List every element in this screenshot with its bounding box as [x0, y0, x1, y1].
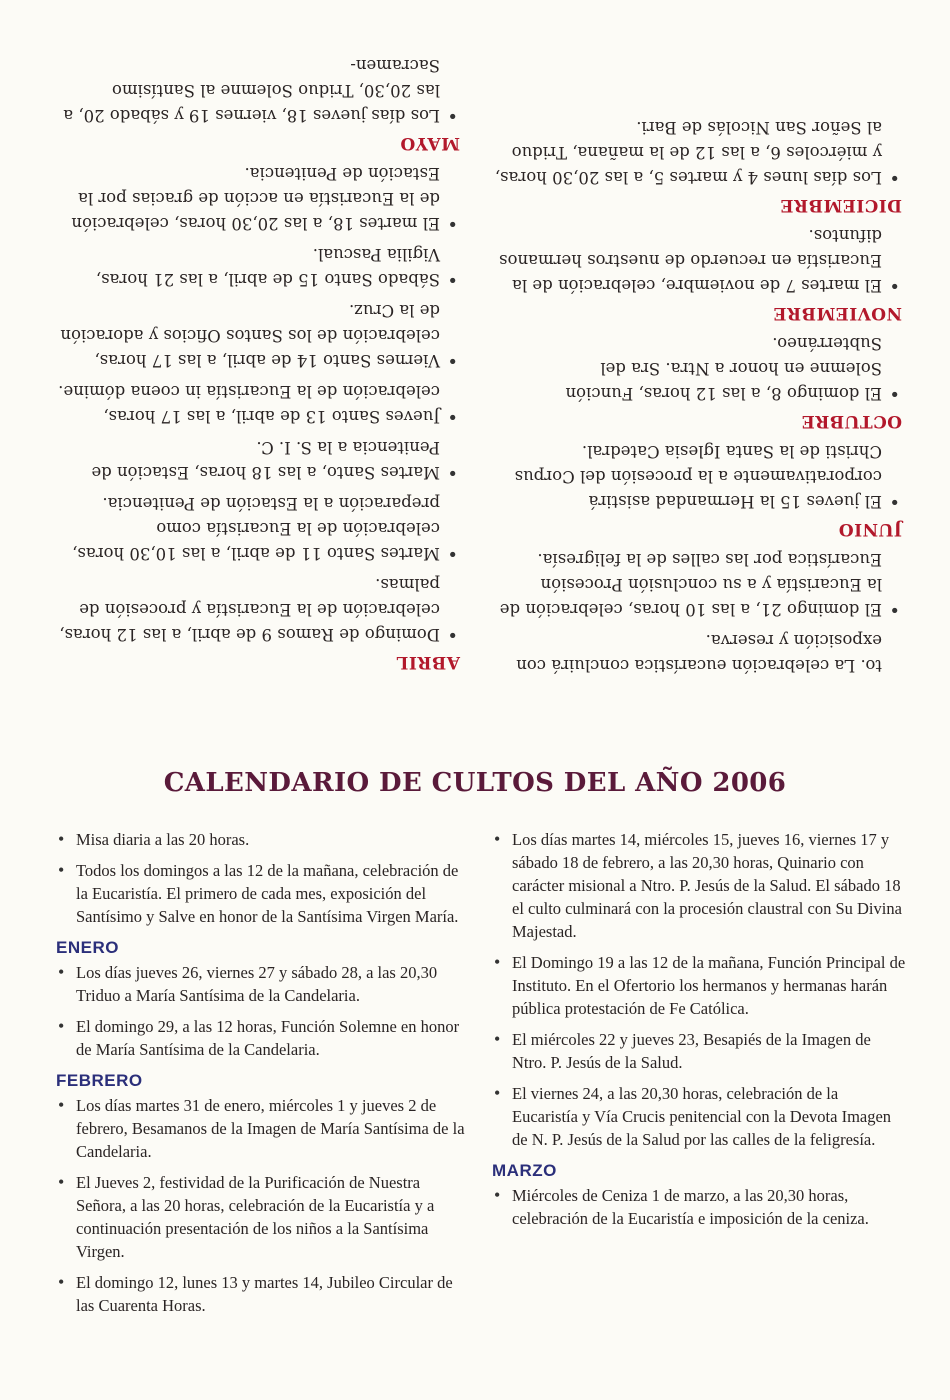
lower-right-column: [492, 828, 906, 1238]
upside-down-section: [0, 0, 950, 690]
month-heading-abril: ABRIL: [395, 652, 460, 672]
lower-left-column: [56, 828, 470, 1325]
continuation-text: to. La celebración eucarística concluirá con exposición y reserva.: [516, 631, 882, 675]
list-item: • Viernes Santo 14 de abril, a las 17 horas, celebración de los Santos Oficios y adoración de la Cruz.: [50, 298, 460, 373]
list-item: • El domingo 12, lunes 13 y martes 14, Jubileo Circular de las Cuarenta Horas.: [56, 1271, 470, 1317]
month-heading-octubre: OCTUBRE: [801, 411, 902, 431]
febrero-list: [56, 1094, 470, 1317]
octubre-list: [492, 331, 902, 406]
month-heading-diciembre: DICIEMBRE: [780, 195, 902, 215]
list-item: • El domingo 29, a las 12 horas, Función Solemne en honor de María Santísima de la Candelaria.: [56, 1015, 470, 1061]
list-item: • Miércoles de Ceniza 1 de marzo, a las 20,30 horas, celebración de la Eucaristía e imposición de la ceniza.: [492, 1184, 906, 1230]
list-item: • Jueves Santo 13 de abril, a las 17 horas, celebración de la Eucaristía in coena dómine.: [50, 379, 460, 429]
list-item: • Domingo de Ramos 9 de abril, a las 12 horas, celebración de la Eucaristía y procesión de palmas.: [50, 572, 460, 647]
list-item: • El martes 7 de noviembre, celebración de la Eucaristía en recuerdo de nuestros hermanos difuntos.: [492, 223, 902, 298]
intro-list: [56, 828, 470, 928]
list-item: • Los días lunes 4 y martes 5, a las 20,30 horas, y miércoles 6, a las 12 de la mañana, Triduo al Señor San Nicolás de Bari.: [492, 115, 902, 190]
month-heading-noviembre: NOVIEMBRE: [773, 303, 902, 323]
junio-pre-list: [492, 547, 902, 622]
list-item: • El domingo 8, a las 12 horas, Función Solemne en honor a Ntra. Sra del Subterráneo.: [492, 331, 902, 406]
list-item: • Misa diaria a las 20 horas.: [56, 828, 470, 851]
list-item: • El Jueves 2, festividad de la Purificación de Nuestra Señora, a las 20 horas, celebración de la Eucaristía y a continuación presentación de los niños a la Santísima Virgen.: [56, 1171, 470, 1263]
list-item: • El martes 18, a las 20,30 horas, celebración de la Eucaristía en acción de gracias por la Estación de Penitencia.: [50, 161, 460, 236]
upper-left-column: [492, 109, 902, 678]
list-item: • Sábado Santo 15 de abril, a las 21 horas, Vigilia Pascual.: [50, 242, 460, 292]
upper-right-column: [50, 47, 460, 678]
month-heading-marzo: MARZO: [492, 1161, 557, 1180]
marzo-list: [492, 1184, 906, 1230]
diciembre-list: [492, 115, 902, 190]
noviembre-list: [492, 223, 902, 298]
month-heading-junio: JUNIO: [838, 519, 902, 539]
month-heading-enero: ENERO: [56, 938, 119, 957]
list-item: • Los días martes 14, miércoles 15, jueves 16, viernes 17 y sábado 18 de febrero, a las 20,30 horas, Quinario con carácter misional a Ntro. P. Jesús de la Salud. El sábado 18 el culto culminará con la procesión claustral con Su Divina Majestad.: [492, 828, 906, 943]
enero-list: [56, 961, 470, 1061]
page-title: CALENDARIO DE CULTOS DEL AÑO 2006: [163, 768, 787, 798]
list-item: • Los días jueves 26, viernes 27 y sábado 28, a las 20,30 Triduo a María Santísima de la Candelaria.: [56, 961, 470, 1007]
list-item: • Los días martes 31 de enero, miércoles 1 y jueves 2 de febrero, Besamanos de la Imagen de María Santísima de la Candelaria.: [56, 1094, 470, 1163]
list-item: • Los días jueves 18, viernes 19 y sábado 20, a las 20,30, Triduo Solemne al Santísimo Sacramen-: [50, 53, 460, 128]
list-item: • El miércoles 22 y jueves 23, Besapiés de la Imagen de Ntro. P. Jesús de la Salud.: [492, 1028, 906, 1074]
month-heading-mayo: MAYO: [399, 133, 460, 153]
list-item: • El domingo 21, a las 10 horas, celebración de la Eucaristía y a su conclusión Procesión Eucarística por las calles de la feligresía.: [492, 547, 902, 622]
junio-list: [492, 439, 902, 514]
febrero-continued-list: [492, 828, 906, 1151]
list-item: • Martes Santo, a las 18 horas, Estación de Penitencia a la S. I. C.: [50, 435, 460, 485]
abril-list: [50, 161, 460, 647]
list-item: • El jueves 15 la Hermandad asistirá corporativamente a la procesión del Corpus Christi de la Santa Iglesia Catedral.: [492, 439, 902, 514]
list-item: • El viernes 24, a las 20,30 horas, celebración de la Eucaristía y Vía Crucis penitencial con la Devota Imagen de N. P. Jesús de la Salud por las calles de la feligresía.: [492, 1082, 906, 1151]
mayo-list: [50, 53, 460, 128]
list-item: • Martes Santo 11 de abril, a las 10,30 horas, celebración de la Eucaristía como preparación a la Estación de Penitencia.: [50, 491, 460, 566]
list-item: • El Domingo 19 a las 12 de la mañana, Función Principal de Instituto. En el Ofertorio los hermanos y hermanas harán pública protestación de Fe Católica.: [492, 951, 906, 1020]
month-heading-febrero: FEBRERO: [56, 1071, 143, 1090]
list-item: • Todos los domingos a las 12 de la mañana, celebración de la Eucaristía. El primero de cada mes, exposición del Santísimo y Salve en honor de la Santísima Virgen María.: [56, 859, 470, 928]
